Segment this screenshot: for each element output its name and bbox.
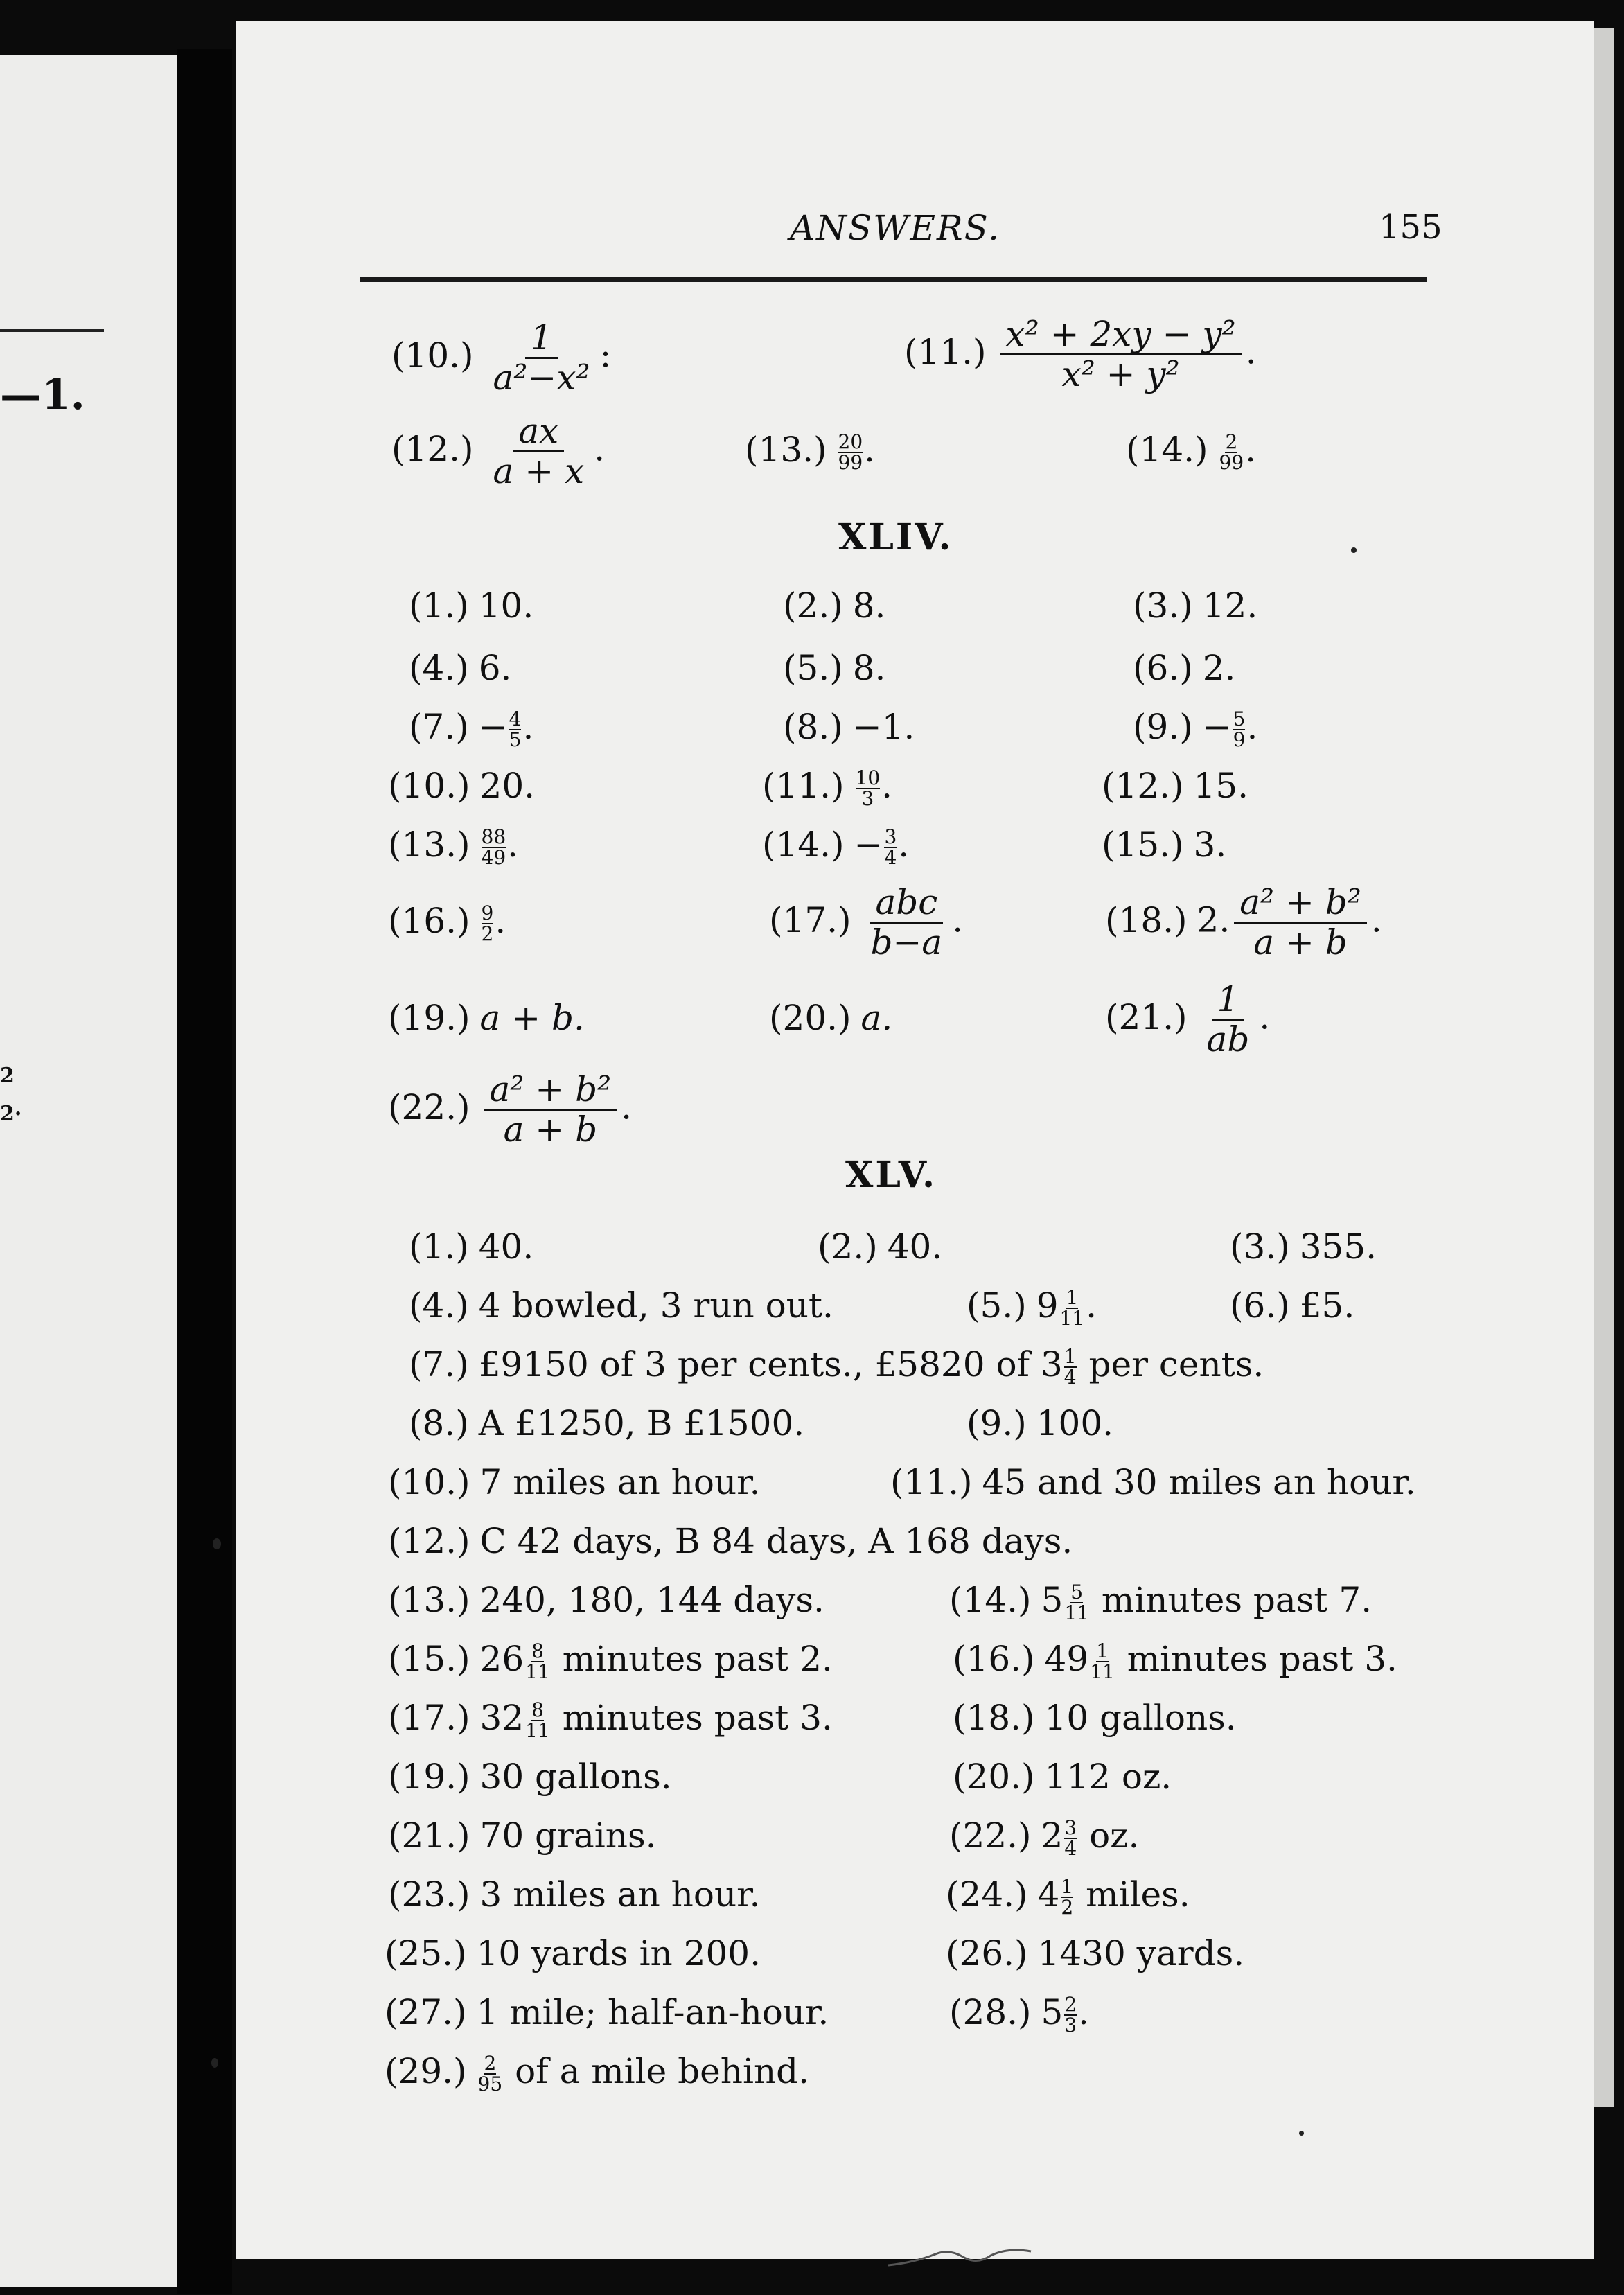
answer-xliv-9: (9.) − $\frac{5}{9}$ . — [1133, 707, 1258, 751]
fraction: $\frac{2}{3}$ — [1064, 1993, 1077, 2037]
answer-top-12: (12.) $\frac{ax}{a + x}$ . — [391, 411, 606, 491]
answer-number: (14.) — [1126, 430, 1208, 470]
answer-xlv-1: (1.) 40. — [409, 1226, 534, 1267]
section-heading-xliv: XLIV. — [838, 516, 953, 559]
answer-xlv-13: (13.) 240, 180, 144 days. — [388, 1580, 824, 1620]
fraction: $\frac{5}{11}$ — [1064, 1581, 1089, 1624]
fraction: $\frac{\text{x² + 2xy − y²}}{\text{x² + y²}}$ — [1000, 315, 1242, 394]
print-speck — [1299, 2131, 1304, 2136]
answer-xlv-12: (12.) C 42 days, B 84 days, A 168 days. — [388, 1521, 1073, 1561]
answer-xlv-19: (19.) 30 gallons. — [388, 1757, 672, 1797]
answer-top-14: (14.) $\frac{2}{99}$ . — [1126, 430, 1257, 474]
answer-xlv-3: (3.) 355. — [1230, 1226, 1377, 1267]
answer-xliv-11: (11.) $\frac{10}{3}$ . — [762, 766, 893, 810]
fraction: $\frac{1}{11}$ — [1059, 1286, 1085, 1330]
answer-xliv-2: (2.) 8. — [783, 586, 886, 626]
answer-xlv-4: (4.) 4 bowled, 3 run out. — [409, 1285, 833, 1326]
answer-xliv-14: (14.) − $\frac{3}{4}$ . — [762, 825, 910, 869]
answer-xlv-2: (2.) 40. — [818, 1226, 943, 1267]
fraction: $\frac{9}{2}$ — [481, 902, 494, 945]
answer-xliv-1: (1.) 10. — [409, 586, 534, 626]
answer-xliv-21: (21.) $\frac{1}{ab}$ . — [1105, 979, 1271, 1059]
answer-xlv-22: (22.) 2 $\frac{3}{4}$ oz. — [949, 1815, 1140, 1860]
answer-xlv-5: (5.) 9 $\frac{1}{11}$ . — [967, 1285, 1097, 1330]
answer-xlv-8: (8.) A £1250, B £1500. — [409, 1403, 805, 1443]
fraction: abc b−a — [870, 882, 943, 962]
answer-xlv-9: (9.) 100. — [967, 1403, 1114, 1443]
answer-xliv-10: (10.) 20. — [388, 766, 536, 806]
answer-xliv-16: (16.) $\frac{9}{2}$ . — [388, 901, 506, 945]
answer-xlv-10: (10.) 7 miles an hour. — [388, 1462, 761, 1502]
left-page-fragment: —1. — [0, 371, 85, 419]
answer-xlv-29: (29.) $\frac{2}{95}$ of a mile behind. — [385, 2051, 810, 2095]
answer-xliv-5: (5.) 8. — [783, 648, 886, 688]
answer-xlv-6: (6.) £5. — [1230, 1285, 1355, 1326]
answer-xlv-20: (20.) 112 oz. — [953, 1757, 1172, 1797]
answer-xlv-14: (14.) 5 $\frac{5}{11}$ minutes past 7. — [949, 1580, 1373, 1624]
answer-xlv-23: (23.) 3 miles an hour. — [388, 1874, 761, 1915]
answer-xliv-3: (3.) 12. — [1133, 586, 1258, 626]
answer-xliv-19: (19.) a + b. — [388, 998, 585, 1038]
fraction: $\frac{5}{9}$ — [1233, 707, 1246, 751]
left-page-small-2: 2· — [0, 1102, 22, 1126]
answer-number: (13.) — [745, 430, 827, 470]
fraction: $\frac{1}{11}$ — [1090, 1639, 1115, 1683]
fraction: $\frac{\text{a² + b²}}{a + b}$ — [1234, 883, 1367, 962]
answer-top-13: (13.) $\frac{20}{99}$ . — [745, 430, 876, 474]
answer-top-10: (10.) $\frac{1}{\text{a²−x²}}$ : — [391, 317, 612, 398]
running-head: ANSWERS. — [790, 208, 1001, 248]
answer-xliv-18: (18.) 2. $\frac{\text{a² + b²}}{a + b}$ . — [1105, 882, 1382, 962]
fraction: $\frac{8}{11}$ — [525, 1639, 550, 1683]
answer-xlv-27: (27.) 1 mile; half-an-hour. — [385, 1992, 829, 2032]
answer-xliv-20: (20.) a. — [769, 998, 893, 1038]
answer-xliv-15: (15.) 3. — [1102, 825, 1227, 865]
fraction: $\frac{88}{49}$ — [481, 825, 506, 869]
answer-xlv-7: (7.) £9150 of 3 per cents., £5820 of 3 $\frac{1}{4}$ per cents. — [409, 1344, 1264, 1389]
fraction: $\frac{20}{99}$ — [838, 430, 863, 474]
answer-xliv-17: (17.) abc b−a . — [769, 882, 964, 962]
answer-xlv-18: (18.) 10 gallons. — [953, 1698, 1237, 1738]
fraction: $\frac{3}{4}$ — [884, 825, 897, 869]
book-spine — [177, 49, 232, 2294]
fraction: $\frac{8}{11}$ — [525, 1698, 550, 1742]
fraction: $\frac{1}{4}$ — [1063, 1345, 1077, 1389]
answer-xliv-12: (12.) 15. — [1102, 766, 1249, 806]
answer-xliv-8: (8.) −1. — [783, 707, 915, 747]
print-speck — [211, 2058, 218, 2068]
answer-xlv-11: (11.) 45 and 30 miles an hour. — [890, 1462, 1416, 1502]
fraction: $\frac{\text{a² + b²}}{a + b}$ — [484, 1071, 617, 1149]
answer-number: (10.) — [391, 335, 474, 376]
fraction: $\frac{2}{95}$ — [477, 2052, 503, 2095]
answer-xlv-26: (26.) 1430 yards. — [946, 1933, 1245, 1973]
answer-xlv-24: (24.) 4 $\frac{1}{2}$ miles. — [946, 1874, 1190, 1919]
section-heading-xlv: XLV. — [845, 1154, 937, 1196]
header-rule — [360, 277, 1427, 282]
answer-xlv-16: (16.) 49 $\frac{1}{11}$ minutes past 3. — [953, 1639, 1397, 1683]
answer-xlv-15: (15.) 26 $\frac{8}{11}$ minutes past 2. — [388, 1639, 833, 1683]
answer-xlv-25: (25.) 10 yards in 200. — [385, 1933, 761, 1973]
left-page-small-1: 2 — [0, 1064, 15, 1088]
answer-xliv-6: (6.) 2. — [1133, 648, 1236, 688]
answer-xliv-22: (22.) $\frac{\text{a² + b²}}{a + b}$ . — [388, 1069, 633, 1150]
answer-number: (11.) — [904, 331, 987, 372]
print-speck — [1351, 547, 1357, 553]
answer-xliv-7: (7.) − $\frac{4}{5}$ . — [409, 707, 534, 751]
answer-top-11: (11.) $\frac{\text{x² + 2xy − y²}}{\text{x² + y²}}$ . — [904, 314, 1257, 394]
answer-xliv-4: (4.) 6. — [409, 648, 512, 688]
paper-crease-mark — [887, 2242, 1032, 2269]
left-page-rule — [0, 329, 104, 332]
fraction: $\frac{1}{\text{a²−x²}}$ — [493, 317, 590, 398]
fraction: $\frac{2}{99}$ — [1219, 430, 1244, 474]
page-number: 155 — [1379, 208, 1442, 247]
answer-xlv-17: (17.) 32 $\frac{8}{11}$ minutes past 3. — [388, 1698, 833, 1742]
answer-xlv-21: (21.) 70 grains. — [388, 1815, 657, 1856]
fraction: $\frac{4}{5}$ — [509, 707, 522, 751]
answer-xlv-28: (28.) 5 $\frac{2}{3}$ . — [949, 1992, 1090, 2037]
fraction: $\frac{1}{2}$ — [1061, 1875, 1074, 1919]
answer-xliv-13: (13.) $\frac{88}{49}$ . — [388, 825, 519, 869]
fraction: $\frac{3}{4}$ — [1064, 1816, 1077, 1860]
fraction: $\frac{1}{ab}$ — [1206, 979, 1250, 1059]
answer-number: (12.) — [391, 428, 474, 469]
fraction: $\frac{10}{3}$ — [855, 766, 881, 810]
fraction: $\frac{ax}{a + x}$ — [493, 411, 585, 491]
print-speck — [213, 1538, 221, 1549]
